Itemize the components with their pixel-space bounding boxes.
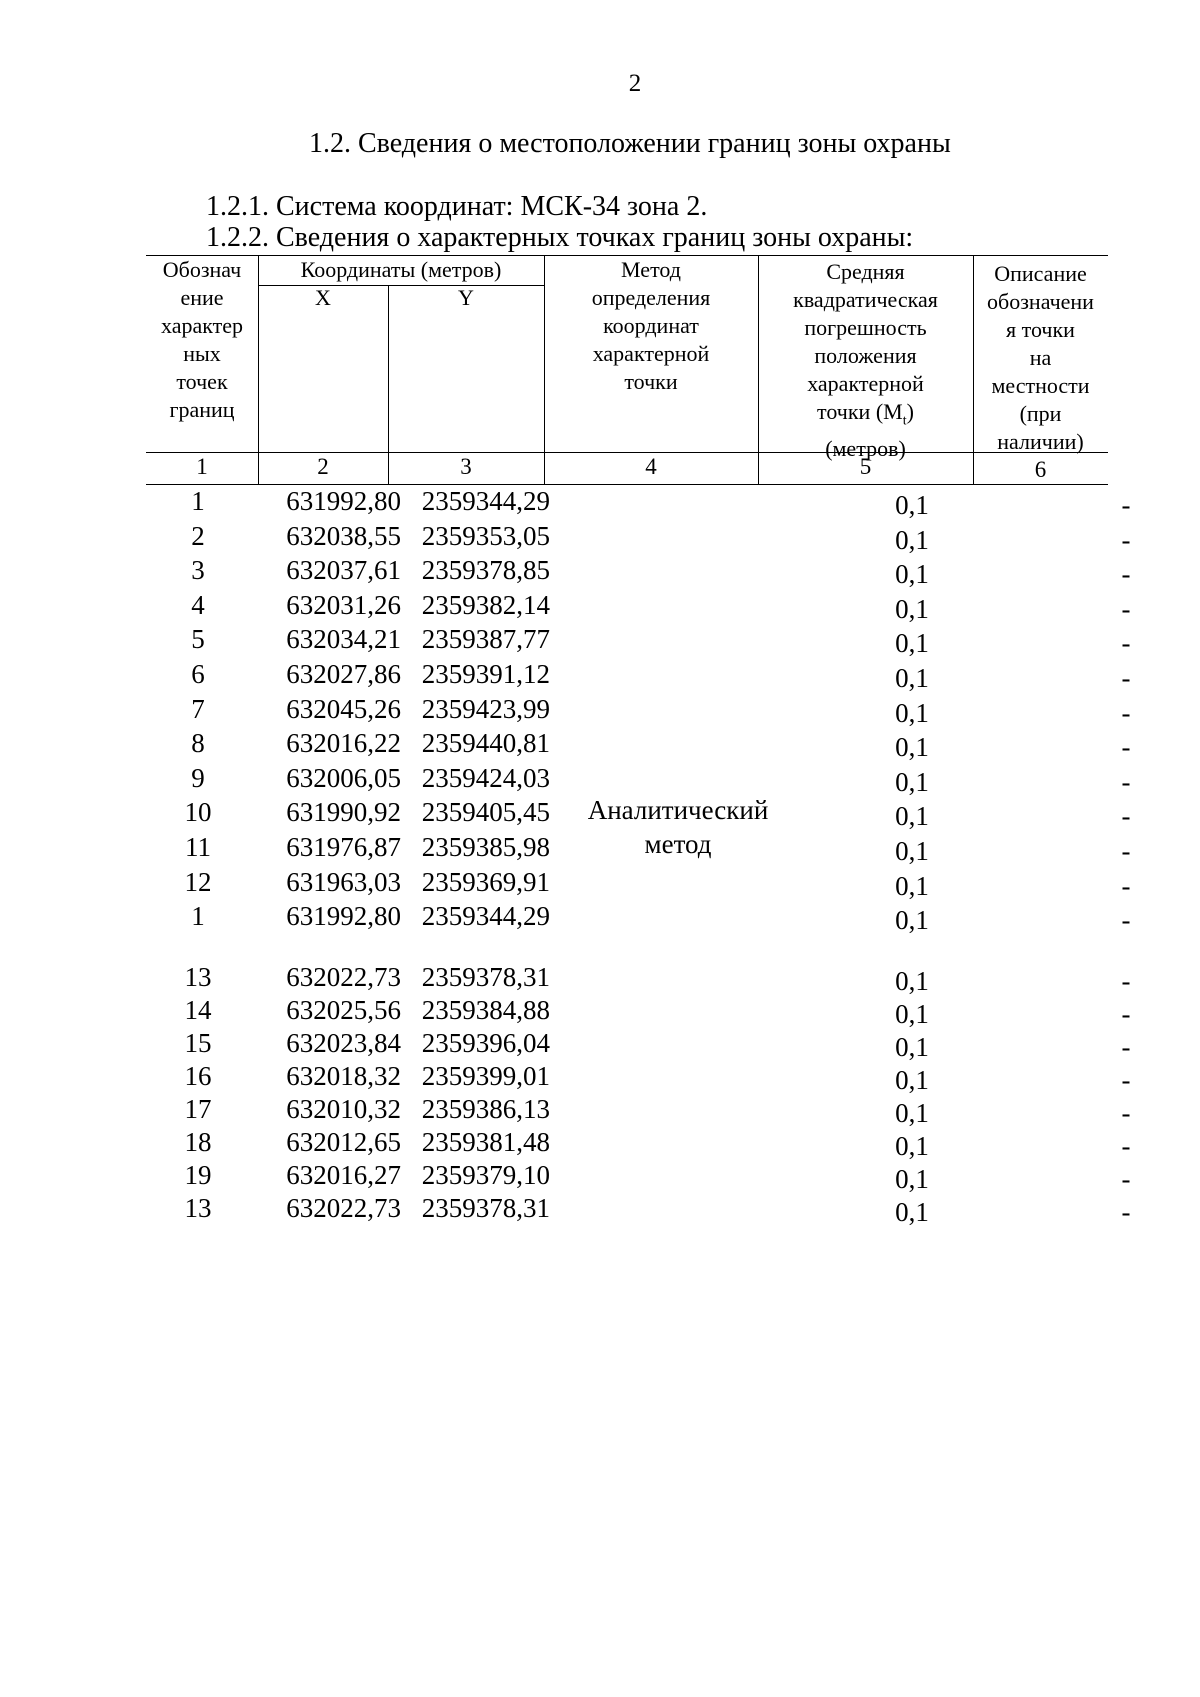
point-id: 13 bbox=[184, 962, 212, 992]
header-method: Метод определения координат характерной точки bbox=[591, 257, 711, 394]
mean-square-error: 0,1 bbox=[895, 1164, 929, 1194]
point-description: - bbox=[1121, 767, 1131, 797]
mean-square-error: 0,1 bbox=[895, 628, 929, 658]
x-coordinate: 632045,26 bbox=[286, 694, 401, 724]
point-description: - bbox=[1121, 490, 1131, 520]
y-coordinate: 2359344,29 bbox=[421, 901, 550, 931]
mean-square-error: 0,1 bbox=[895, 1098, 929, 1128]
y-coordinate: 2359391,12 bbox=[421, 659, 550, 689]
y-coordinate: 2359369,91 bbox=[421, 867, 550, 897]
x-coordinate: 632022,73 bbox=[286, 1193, 401, 1223]
y-coordinate: 2359385,98 bbox=[421, 832, 550, 862]
point-description: - bbox=[1121, 1131, 1131, 1161]
x-coordinate: 632027,86 bbox=[286, 659, 401, 689]
y-coordinate: 2359405,45 bbox=[421, 797, 550, 827]
column-number: 3 bbox=[460, 454, 472, 479]
point-id: 13 bbox=[184, 1193, 212, 1223]
x-coordinate: 632031,26 bbox=[286, 590, 401, 620]
point-description: - bbox=[1121, 628, 1131, 658]
point-id: 1 bbox=[191, 901, 205, 931]
mean-square-error: 0,1 bbox=[895, 594, 929, 624]
y-coordinate: 2359378,85 bbox=[421, 555, 550, 585]
point-description: - bbox=[1121, 1164, 1131, 1194]
point-id: 9 bbox=[191, 763, 205, 793]
x-coordinate: 632023,84 bbox=[286, 1028, 401, 1058]
mean-square-error: 0,1 bbox=[895, 698, 929, 728]
column-number: 1 bbox=[196, 454, 208, 479]
y-coordinate: 2359386,13 bbox=[421, 1094, 550, 1124]
point-id: 3 bbox=[191, 555, 205, 585]
x-coordinate: 631992,80 bbox=[286, 901, 401, 931]
mean-square-error: 0,1 bbox=[895, 836, 929, 866]
point-description: - bbox=[1121, 801, 1131, 831]
y-coordinate: 2359387,77 bbox=[421, 624, 550, 654]
column-number: 5 bbox=[859, 454, 872, 479]
point-id: 10 bbox=[184, 797, 212, 827]
mean-square-error: 0,1 bbox=[895, 871, 929, 901]
point-description: - bbox=[1121, 905, 1131, 935]
point-id: 1 bbox=[191, 486, 205, 516]
mean-square-error: 0,1 bbox=[895, 1065, 929, 1095]
mean-square-error: 0,1 bbox=[895, 559, 929, 589]
y-coordinate: 2359353,05 bbox=[421, 521, 550, 551]
x-coordinate: 632012,65 bbox=[286, 1127, 401, 1157]
point-description: - bbox=[1121, 663, 1131, 693]
page-number: 2 bbox=[628, 70, 642, 97]
points-heading: 1.2.2. Сведения о характерных точках границ зоны охраны: bbox=[206, 222, 914, 253]
y-coordinate: 2359399,01 bbox=[421, 1061, 550, 1091]
point-description: - bbox=[1121, 871, 1131, 901]
point-description: - bbox=[1121, 966, 1131, 996]
x-coordinate: 631992,80 bbox=[286, 486, 401, 516]
mean-square-error: 0,1 bbox=[895, 1197, 929, 1227]
x-coordinate: 632038,55 bbox=[286, 521, 401, 551]
x-coordinate: 632034,21 bbox=[286, 624, 401, 654]
point-description: - bbox=[1121, 594, 1131, 624]
y-coordinate: 2359381,48 bbox=[421, 1127, 550, 1157]
y-coordinate: 2359378,31 bbox=[421, 1193, 550, 1223]
point-id: 7 bbox=[191, 694, 205, 724]
point-id: 6 bbox=[191, 659, 205, 689]
mean-square-error: 0,1 bbox=[895, 663, 929, 693]
point-id: 14 bbox=[184, 995, 212, 1025]
header-y: Y bbox=[458, 285, 474, 310]
point-id: 4 bbox=[191, 590, 205, 620]
mean-square-error: 0,1 bbox=[895, 490, 929, 520]
y-coordinate: 2359344,29 bbox=[421, 486, 550, 516]
point-description: - bbox=[1121, 525, 1131, 555]
point-description: - bbox=[1121, 1197, 1131, 1227]
header-error: Средняя квадратическая погрешность положения характерной точки $(M_t)$ (метров) bbox=[793, 259, 938, 462]
x-coordinate: 632022,73 bbox=[286, 962, 401, 992]
point-id: 5 bbox=[191, 624, 205, 654]
x-coordinate: 632010,32 bbox=[286, 1094, 401, 1124]
mean-square-error: 0,1 bbox=[895, 999, 929, 1029]
y-coordinate: 2359440,81 bbox=[421, 728, 550, 758]
y-coordinate: 2359396,04 bbox=[421, 1028, 550, 1058]
mean-square-error: 0,1 bbox=[895, 767, 929, 797]
header-x: X bbox=[315, 285, 331, 310]
header-point-id: Обознач ение характер ных точек границ bbox=[160, 257, 244, 422]
point-id: 11 bbox=[185, 832, 211, 862]
point-id: 2 bbox=[191, 521, 205, 551]
point-id: 12 bbox=[184, 867, 212, 897]
point-description: - bbox=[1121, 559, 1131, 589]
coordinate-system-line: 1.2.1. Система координат: МСК-34 зона 2. bbox=[206, 191, 708, 222]
y-coordinate: 2359423,99 bbox=[421, 694, 550, 724]
y-coordinate: 2359382,14 bbox=[421, 590, 550, 620]
header-coordinates: Координаты (метров) bbox=[300, 257, 502, 282]
x-coordinate: 632016,22 bbox=[286, 728, 401, 758]
point-description: - bbox=[1121, 836, 1131, 866]
column-number: 4 bbox=[645, 454, 657, 479]
x-coordinate: 632037,61 bbox=[286, 555, 401, 585]
section-title: 1.2. Сведения о местоположении границ зоны охраны bbox=[309, 128, 951, 159]
x-coordinate: 632016,27 bbox=[286, 1160, 401, 1190]
column-number: 2 bbox=[317, 454, 329, 479]
mean-square-error: 0,1 bbox=[895, 1032, 929, 1062]
point-id: 19 bbox=[184, 1160, 212, 1190]
point-description: - bbox=[1121, 732, 1131, 762]
mean-square-error: 0,1 bbox=[895, 1131, 929, 1161]
x-coordinate: 631963,03 bbox=[286, 867, 401, 897]
x-coordinate: 631976,87 bbox=[286, 832, 401, 862]
mean-square-error: 0,1 bbox=[895, 905, 929, 935]
y-coordinate: 2359424,03 bbox=[421, 763, 550, 793]
mean-square-error: 0,1 bbox=[895, 732, 929, 762]
method-value: Аналитический метод bbox=[587, 795, 769, 859]
mean-square-error: 0,1 bbox=[895, 801, 929, 831]
x-coordinate: 632025,56 bbox=[286, 995, 401, 1025]
column-number: 6 bbox=[1034, 457, 1047, 482]
point-id: 8 bbox=[191, 728, 205, 758]
point-description: - bbox=[1121, 1065, 1131, 1095]
point-id: 18 bbox=[184, 1127, 212, 1157]
point-id: 16 bbox=[184, 1061, 212, 1091]
y-coordinate: 2359378,31 bbox=[421, 962, 550, 992]
point-description: - bbox=[1121, 1032, 1131, 1062]
x-coordinate: 631990,92 bbox=[286, 797, 401, 827]
point-id: 15 bbox=[184, 1028, 212, 1058]
mean-square-error: 0,1 bbox=[895, 966, 929, 996]
y-coordinate: 2359379,10 bbox=[421, 1160, 550, 1190]
point-description: - bbox=[1121, 1098, 1131, 1128]
point-description: - bbox=[1121, 698, 1131, 728]
x-coordinate: 632018,32 bbox=[286, 1061, 401, 1091]
point-description: - bbox=[1121, 999, 1131, 1029]
y-coordinate: 2359384,88 bbox=[421, 995, 550, 1025]
mean-square-error: 0,1 bbox=[895, 525, 929, 555]
header-description: Описание обозначени я точки на местности (при наличии) bbox=[987, 261, 1094, 454]
x-coordinate: 632006,05 bbox=[286, 763, 401, 793]
point-id: 17 bbox=[184, 1094, 212, 1124]
